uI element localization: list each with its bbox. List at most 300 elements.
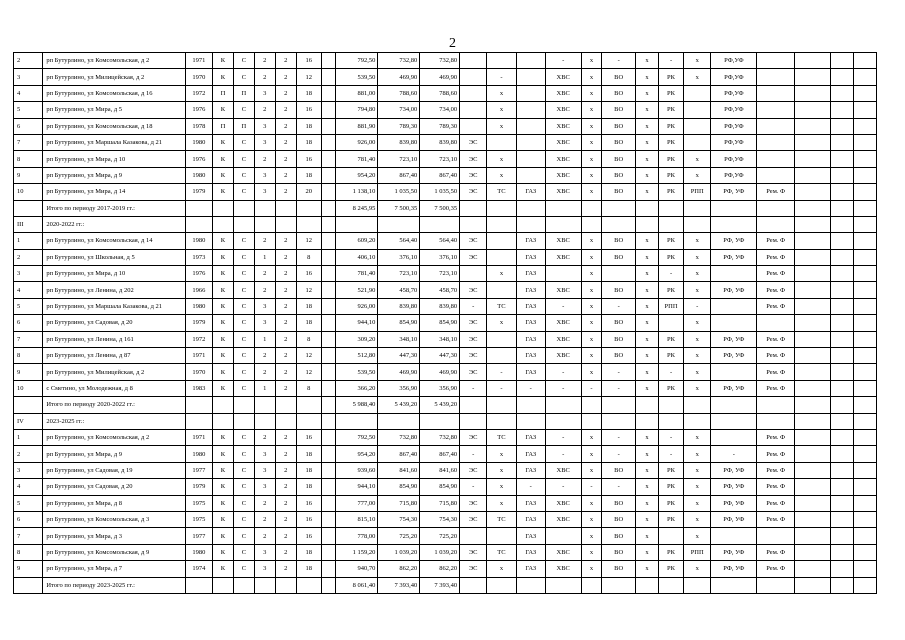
table-cell: РФ, УФ	[711, 544, 757, 560]
table-cell: 12	[296, 348, 321, 364]
table-cell: 1976	[185, 102, 212, 118]
table-cell: 3	[254, 479, 275, 495]
table-cell	[487, 53, 516, 69]
address-cell: рп Бутурлино, ул Мира, д 10	[43, 151, 185, 167]
table-cell: x	[684, 511, 711, 527]
table-cell: 792,50	[336, 53, 378, 69]
table-row	[14, 364, 877, 380]
table-cell: 469,90	[420, 364, 460, 380]
table-cell	[460, 577, 487, 593]
table-cell	[830, 462, 853, 478]
table-cell: ВО	[602, 495, 636, 511]
table-cell: 1980	[185, 134, 212, 150]
table-cell: x	[684, 266, 711, 282]
table-cell: 9	[14, 364, 43, 380]
table-cell	[830, 348, 853, 364]
table-cell: 2	[275, 151, 296, 167]
table-cell: ГАЗ	[516, 348, 545, 364]
table-cell: 2	[14, 53, 43, 69]
table-cell: 1 138,10	[336, 184, 378, 200]
table-cell: x	[487, 479, 516, 495]
table-cell: 725,20	[378, 528, 420, 544]
table-cell	[321, 184, 336, 200]
table-cell: 1	[254, 331, 275, 347]
table-cell: С	[233, 462, 254, 478]
table-cell	[185, 413, 212, 429]
table-cell: x	[684, 315, 711, 331]
table-cell: РК	[658, 479, 683, 495]
table-cell: 2	[14, 249, 43, 265]
table-cell: 867,40	[378, 446, 420, 462]
table-cell: ВО	[602, 167, 636, 183]
table-cell: 839,80	[420, 298, 460, 314]
total-row	[14, 577, 877, 593]
table-cell	[795, 429, 831, 445]
table-cell: x	[487, 167, 516, 183]
table-cell	[830, 249, 853, 265]
table-cell: ГАЗ	[516, 266, 545, 282]
table-cell: -	[487, 380, 516, 396]
table-cell: 5	[14, 298, 43, 314]
table-cell: ГАЗ	[516, 528, 545, 544]
table-cell: x	[635, 298, 658, 314]
table-cell: ЭС	[460, 151, 487, 167]
table-cell: ТС	[487, 429, 516, 445]
table-cell	[757, 134, 795, 150]
table-cell: III	[14, 216, 43, 232]
table-cell	[516, 69, 545, 85]
table-cell: 6	[14, 511, 43, 527]
table-cell: 564,40	[420, 233, 460, 249]
table-cell: x	[581, 53, 602, 69]
table-cell	[487, 134, 516, 150]
table-cell	[757, 413, 795, 429]
table-cell	[321, 298, 336, 314]
table-cell: -	[460, 380, 487, 396]
table-cell: x	[581, 462, 602, 478]
table-cell	[487, 413, 516, 429]
table-cell: x	[581, 69, 602, 85]
table-cell: 3	[14, 462, 43, 478]
table-cell	[853, 495, 876, 511]
table-cell	[853, 397, 876, 413]
table-cell: РК	[658, 282, 683, 298]
table-cell	[635, 200, 658, 216]
table-cell: 7	[14, 134, 43, 150]
table-row	[14, 85, 877, 101]
table-cell: ГАЗ	[516, 544, 545, 560]
table-cell: x	[635, 544, 658, 560]
table-cell	[602, 216, 636, 232]
table-cell: Рем. Ф	[757, 266, 795, 282]
table-cell	[853, 561, 876, 577]
table-cell: РК	[658, 167, 683, 183]
table-cell	[757, 315, 795, 331]
table-cell	[321, 167, 336, 183]
table-cell: x	[635, 429, 658, 445]
table-cell: x	[581, 249, 602, 265]
table-cell	[212, 216, 233, 232]
table-cell: 8	[14, 151, 43, 167]
table-cell: 3	[254, 298, 275, 314]
table-cell	[212, 200, 233, 216]
table-cell: РФ, УФ	[711, 233, 757, 249]
table-cell: 723,10	[378, 151, 420, 167]
table-cell: 1971	[185, 348, 212, 364]
table-cell: ВО	[602, 348, 636, 364]
table-cell: К	[212, 53, 233, 69]
table-cell: 2	[254, 233, 275, 249]
table-cell: Рем. Ф	[757, 298, 795, 314]
table-cell	[516, 413, 545, 429]
table-cell: -	[602, 364, 636, 380]
table-cell: С	[233, 53, 254, 69]
table-cell: ВО	[602, 331, 636, 347]
table-cell	[581, 413, 602, 429]
table-cell	[830, 118, 853, 134]
table-cell: 939,60	[336, 462, 378, 478]
table-cell: x	[487, 102, 516, 118]
table-cell	[233, 216, 254, 232]
table-cell: 954,20	[336, 446, 378, 462]
table-cell: x	[684, 528, 711, 544]
table-cell: x	[581, 364, 602, 380]
table-cell	[581, 397, 602, 413]
table-cell: 2	[275, 364, 296, 380]
table-cell	[212, 413, 233, 429]
table-cell: x	[635, 462, 658, 478]
table-cell: 18	[296, 479, 321, 495]
table-cell: 867,40	[378, 167, 420, 183]
table-cell: С	[233, 282, 254, 298]
table-cell: ХВС	[545, 118, 581, 134]
table-cell: 6	[14, 315, 43, 331]
table-cell	[185, 397, 212, 413]
table-cell: 16	[296, 511, 321, 527]
table-cell	[830, 511, 853, 527]
table-cell: 1976	[185, 266, 212, 282]
address-cell: рп Бутурлино, ул Милицейская, д 2	[43, 69, 185, 85]
table-cell	[830, 577, 853, 593]
table-cell: 2	[275, 233, 296, 249]
table-cell: РПП	[684, 544, 711, 560]
table-row	[14, 429, 877, 445]
table-cell: С	[233, 151, 254, 167]
table-cell: 406,10	[336, 249, 378, 265]
table-cell: ХВС	[545, 249, 581, 265]
table-cell: Рем. Ф	[757, 462, 795, 478]
table-cell: x	[581, 151, 602, 167]
table-cell	[830, 266, 853, 282]
table-cell: 854,90	[378, 479, 420, 495]
table-cell: К	[212, 380, 233, 396]
table-cell	[321, 266, 336, 282]
table-cell	[602, 200, 636, 216]
table-cell	[830, 544, 853, 560]
table-cell	[711, 397, 757, 413]
table-cell	[321, 380, 336, 396]
table-cell: ГАЗ	[516, 184, 545, 200]
table-cell: 940,70	[336, 561, 378, 577]
table-cell: ЭС	[460, 184, 487, 200]
table-cell: x	[581, 298, 602, 314]
table-cell: 2	[254, 69, 275, 85]
address-cell: рп Бутурлино, ул Мира, д 14	[43, 184, 185, 200]
table-cell: ХВС	[545, 331, 581, 347]
table-cell	[757, 53, 795, 69]
table-cell: Рем. Ф	[757, 479, 795, 495]
table-cell: 2	[275, 446, 296, 462]
table-cell	[14, 577, 43, 593]
table-row	[14, 544, 877, 560]
table-cell: 3	[254, 85, 275, 101]
table-row	[14, 331, 877, 347]
table-cell: 8	[14, 544, 43, 560]
table-cell: РФ, УФ	[711, 184, 757, 200]
table-cell: x	[581, 266, 602, 282]
table-cell	[321, 479, 336, 495]
table-cell	[795, 511, 831, 527]
table-cell: 7	[14, 331, 43, 347]
table-cell: К	[212, 462, 233, 478]
table-cell: РФ, УФ	[711, 479, 757, 495]
table-cell	[830, 53, 853, 69]
table-row	[14, 462, 877, 478]
table-cell: 1972	[185, 85, 212, 101]
table-cell: 2	[254, 528, 275, 544]
table-cell	[275, 200, 296, 216]
table-cell	[487, 348, 516, 364]
table-cell	[853, 118, 876, 134]
table-cell: x	[684, 69, 711, 85]
table-cell: x	[635, 102, 658, 118]
table-cell	[684, 102, 711, 118]
table-cell	[795, 561, 831, 577]
table-cell: 715,80	[378, 495, 420, 511]
table-cell	[602, 397, 636, 413]
table-cell: С	[233, 249, 254, 265]
table-cell: -	[545, 479, 581, 495]
table-cell: 5 439,20	[378, 397, 420, 413]
table-cell	[795, 184, 831, 200]
table-cell: ЭС	[460, 348, 487, 364]
table-cell: 16	[296, 102, 321, 118]
address-cell: рп Бутурлино, ул Милицейская, д 2	[43, 364, 185, 380]
table-cell: РФ, УФ	[711, 249, 757, 265]
table-cell: РФ,УФ	[711, 118, 757, 134]
table-cell: 2	[275, 348, 296, 364]
table-cell	[830, 151, 853, 167]
table-cell: 1975	[185, 495, 212, 511]
table-cell: С	[233, 315, 254, 331]
table-cell: ГАЗ	[516, 315, 545, 331]
table-cell	[460, 200, 487, 216]
table-cell: x	[581, 429, 602, 445]
table-cell: x	[635, 511, 658, 527]
table-cell: -	[487, 69, 516, 85]
table-cell: ВО	[602, 544, 636, 560]
table-cell: 2	[275, 118, 296, 134]
table-cell	[275, 577, 296, 593]
table-cell: 2	[275, 53, 296, 69]
table-cell	[545, 397, 581, 413]
table-cell: 12	[296, 282, 321, 298]
table-cell	[853, 446, 876, 462]
table-cell: 2	[254, 364, 275, 380]
table-cell: ЭС	[460, 315, 487, 331]
table-cell	[321, 200, 336, 216]
table-row	[14, 69, 877, 85]
table-cell: 1971	[185, 53, 212, 69]
table-cell	[795, 364, 831, 380]
table-cell: 754,30	[378, 511, 420, 527]
table-cell: ВО	[602, 315, 636, 331]
table-cell: 2	[275, 102, 296, 118]
table-cell	[795, 216, 831, 232]
table-cell	[853, 315, 876, 331]
table-cell: x	[635, 249, 658, 265]
table-cell: К	[212, 151, 233, 167]
table-cell	[830, 315, 853, 331]
table-cell: Рем. Ф	[757, 348, 795, 364]
table-cell: 3	[254, 544, 275, 560]
table-cell	[795, 85, 831, 101]
table-cell: 1970	[185, 364, 212, 380]
table-cell: 458,70	[420, 282, 460, 298]
table-cell: -	[602, 429, 636, 445]
table-cell: 854,90	[420, 479, 460, 495]
table-cell: 2	[275, 167, 296, 183]
table-row	[14, 282, 877, 298]
table-cell: x	[581, 102, 602, 118]
table-cell: 1 159,20	[336, 544, 378, 560]
table-cell	[516, 397, 545, 413]
table-cell: 1 039,20	[420, 544, 460, 560]
table-cell: С	[233, 544, 254, 560]
table-cell: 3	[254, 118, 275, 134]
table-cell	[757, 577, 795, 593]
address-cell: Итого по периоду 2017-2019 гг.:	[43, 200, 185, 216]
table-cell: С	[233, 364, 254, 380]
table-cell: ГАЗ	[516, 429, 545, 445]
table-cell: ХВС	[545, 167, 581, 183]
table-cell: 8 245,95	[336, 200, 378, 216]
table-cell	[321, 69, 336, 85]
table-cell: ЭС	[460, 495, 487, 511]
table-cell: 1966	[185, 282, 212, 298]
address-cell: рп Бутурлино, ул Садовая, д 20	[43, 315, 185, 331]
address-cell: рп Бутурлино, ул Ленина, д 161	[43, 331, 185, 347]
table-cell: x	[581, 348, 602, 364]
table-cell	[853, 462, 876, 478]
table-cell: ВО	[602, 561, 636, 577]
table-cell: 2	[275, 462, 296, 478]
table-cell	[795, 495, 831, 511]
table-cell	[516, 200, 545, 216]
table-cell: С	[233, 495, 254, 511]
table-cell: 732,80	[420, 429, 460, 445]
table-cell: 18	[296, 446, 321, 462]
table-cell: 458,70	[378, 282, 420, 298]
table-cell: 8	[14, 348, 43, 364]
table-cell	[853, 348, 876, 364]
table-cell	[853, 167, 876, 183]
table-cell: 8	[296, 249, 321, 265]
table-cell: x	[487, 118, 516, 134]
table-cell	[853, 282, 876, 298]
table-cell: 854,90	[420, 315, 460, 331]
table-row	[14, 151, 877, 167]
table-cell: 1977	[185, 462, 212, 478]
table-cell	[853, 479, 876, 495]
table-row	[14, 479, 877, 495]
table-row	[14, 298, 877, 314]
table-cell: 18	[296, 315, 321, 331]
table-cell: x	[581, 118, 602, 134]
table-cell: 954,20	[336, 167, 378, 183]
table-cell	[275, 216, 296, 232]
table-cell: РК	[658, 233, 683, 249]
table-row	[14, 315, 877, 331]
table-cell: x	[635, 151, 658, 167]
table-cell: ЭС	[460, 282, 487, 298]
table-cell: 1 035,50	[378, 184, 420, 200]
table-cell: 16	[296, 53, 321, 69]
table-cell: К	[212, 479, 233, 495]
table-cell: x	[635, 348, 658, 364]
table-cell: 2	[275, 249, 296, 265]
table-cell: x	[581, 167, 602, 183]
table-cell: П	[212, 118, 233, 134]
table-cell: IV	[14, 413, 43, 429]
table-cell	[853, 266, 876, 282]
table-cell: РК	[658, 118, 683, 134]
table-cell: 366,20	[336, 380, 378, 396]
table-cell	[684, 200, 711, 216]
table-cell: 734,00	[420, 102, 460, 118]
table-cell: К	[212, 315, 233, 331]
table-cell: 1971	[185, 429, 212, 445]
table-cell	[460, 216, 487, 232]
table-cell: ТС	[487, 544, 516, 560]
table-cell: 732,80	[378, 429, 420, 445]
table-cell: 1970	[185, 69, 212, 85]
table-cell: С	[233, 479, 254, 495]
table-cell: 9	[14, 167, 43, 183]
table-cell	[460, 528, 487, 544]
table-cell: x	[635, 282, 658, 298]
table-cell	[830, 102, 853, 118]
table-cell: 348,10	[420, 331, 460, 347]
table-cell: 2	[254, 429, 275, 445]
table-cell: 1974	[185, 561, 212, 577]
table-cell	[321, 102, 336, 118]
table-cell: ВО	[602, 249, 636, 265]
table-cell: -	[602, 446, 636, 462]
table-cell: 2	[275, 429, 296, 445]
table-cell: ГАЗ	[516, 561, 545, 577]
address-cell: рп Бутурлино, ул Ленина, д 87	[43, 348, 185, 364]
table-cell: Рем. Ф	[757, 561, 795, 577]
table-cell	[460, 413, 487, 429]
table-cell: ХВС	[545, 511, 581, 527]
table-cell: 16	[296, 495, 321, 511]
address-cell: Итого по периоду 2023-2025 гг.:	[43, 577, 185, 593]
table-cell: С	[233, 266, 254, 282]
table-cell: С	[233, 102, 254, 118]
table-cell: РК	[658, 184, 683, 200]
table-cell: К	[212, 511, 233, 527]
